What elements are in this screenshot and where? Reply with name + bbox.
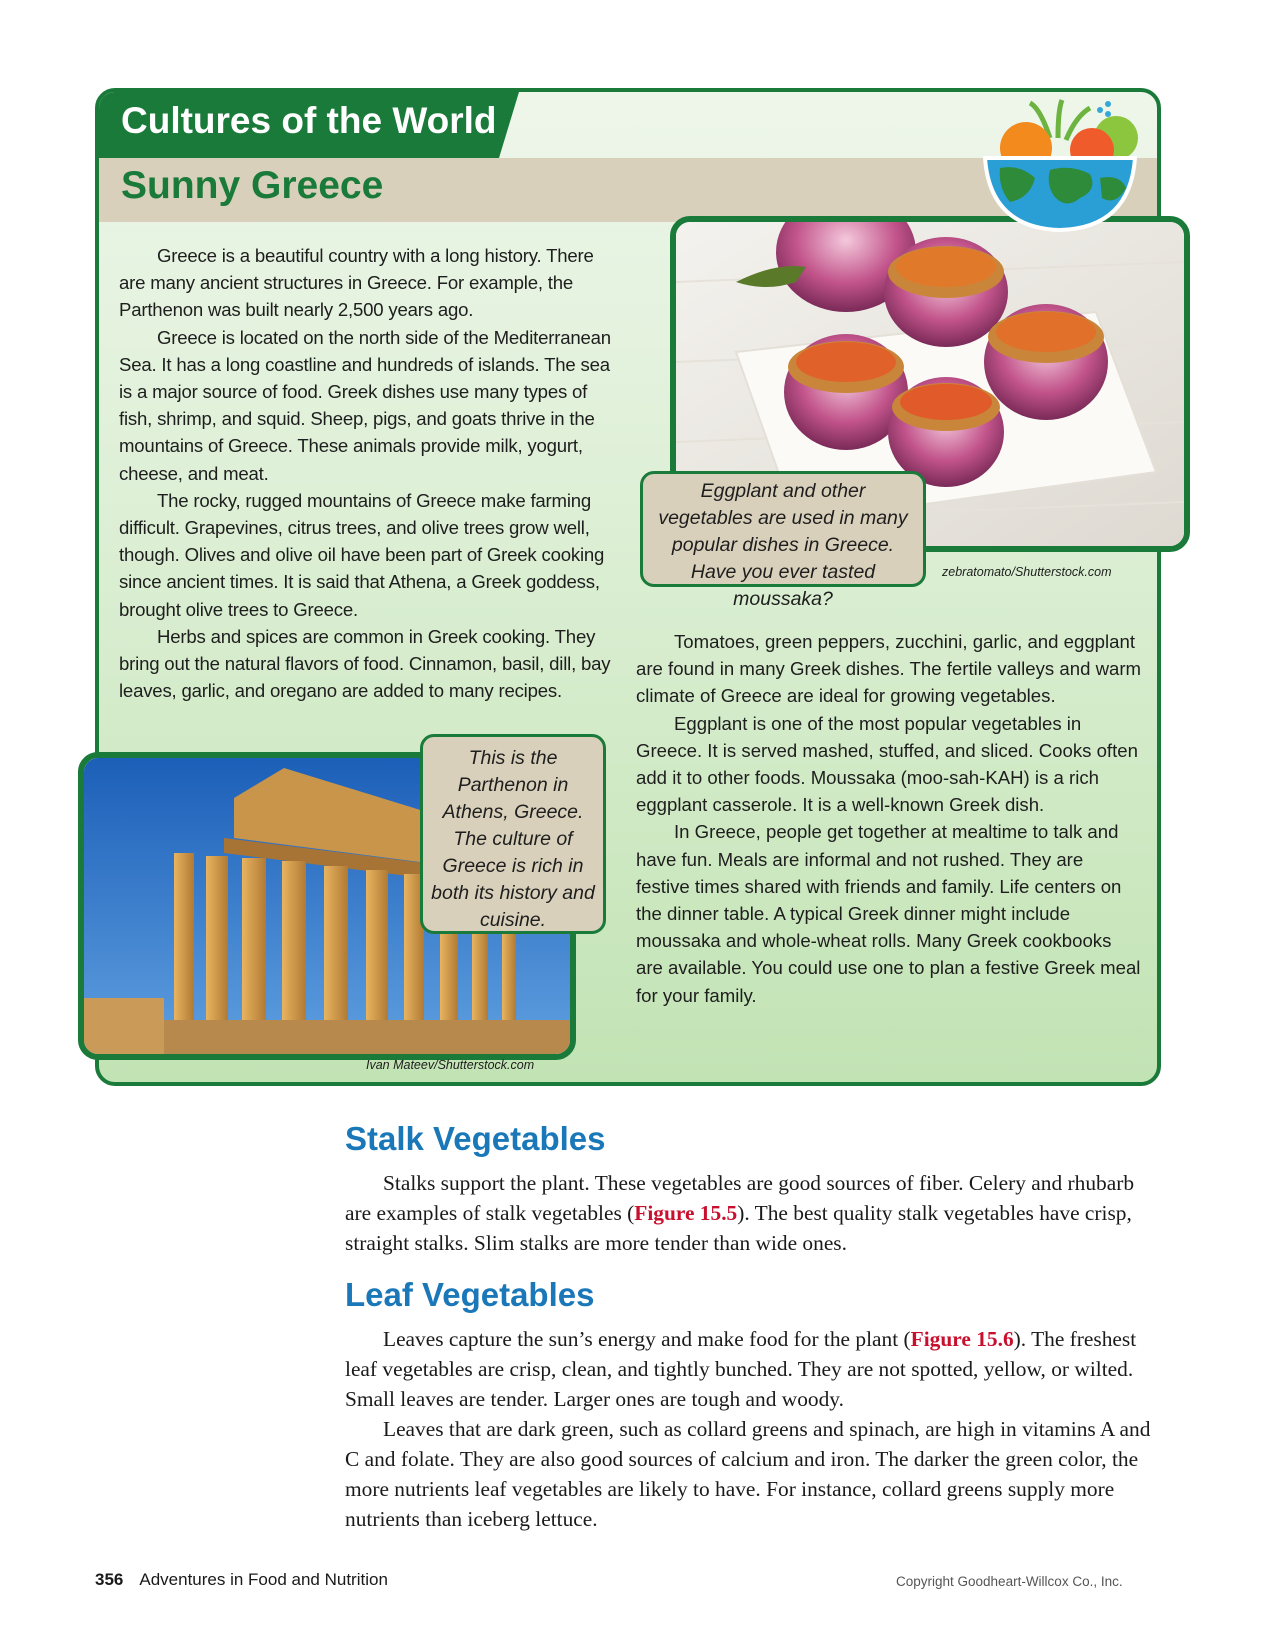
paragraph: Greece is a beautiful country with a long history. There are many ancient structures in Greece. For example, the Parthenon was built nearly 2,500 years ago. (119, 245, 594, 321)
feature-left-column (119, 242, 619, 704)
stalk-vegetables-text (345, 1168, 1155, 1258)
page-number: 356 (95, 1570, 124, 1589)
figure-link[interactable]: Figure 15.5 (634, 1201, 738, 1225)
eggplant-photo-credit: zebratomato/Shutterstock.com (942, 565, 1112, 579)
paragraph: Stalks support the plant. These vegetables are good sources of fiber. Celery and rhubarb are examples of stalk vegetables (Figure 15.5). The best quality stalk vegetables have crisp, straight stalks. Slim stalks are more tender than wide ones. (345, 1171, 1135, 1255)
feature-title: Sunny Greece (121, 164, 384, 207)
paragraph: Greece is located on the north side of the Mediterranean Sea. It has a long coastline and hundreds of islands. The sea is a major source of food. Greek dishes use many types of fish, shrimp, and squid. Sheep, pigs, and goats thrive in the mountains of Greece. These animals provide milk, yogurt, cheese, and meat. (119, 326, 611, 484)
paragraph: Leaves that are dark green, such as collard greens and spinach, are high in vitamins A and C and folate. They are also good sources of calcium and iron. The darker the green color, the more nutrients leaf vegetables are likely to have. For instance, collard greens supply more nutrients than iceberg lettuce. (345, 1417, 1151, 1531)
globe-bowl-icon (980, 98, 1140, 233)
stalk-vegetables-heading: Stalk Vegetables (345, 1120, 606, 1157)
page-footer (95, 1570, 388, 1590)
feature-label: Cultures of the World (121, 100, 497, 141)
feature-right-column (636, 628, 1142, 1009)
paragraph: Herbs and spices are common in Greek cooking. They bring out the natural flavors of food. Cinnamon, basil, dill, bay leaves, garlic, and oregano are added to many recipes. (119, 625, 611, 702)
leaf-vegetables-text (345, 1324, 1155, 1534)
figure-link[interactable]: Figure 15.6 (910, 1327, 1014, 1351)
parthenon-caption: This is the Parthenon in Athens, Greece. The culture of Greece is rich in both its history and cuisine. (420, 734, 606, 934)
paragraph: The rocky, rugged mountains of Greece make farming difficult. Grapevines, citrus trees, and olive trees grow well, though. Olives and olive oil have been part of Greek cooking since ancient times. It is said that Athena, a Greek goddess, brought olive trees to Greece. (119, 489, 605, 620)
leaf-vegetables-heading: Leaf Vegetables (345, 1276, 595, 1313)
parthenon-photo-credit: Ivan Mateev/Shutterstock.com (366, 1058, 535, 1072)
paragraph: Leaves capture the sun’s energy and make food for the plant (Figure 15.6). The freshest leaf vegetables are crisp, clean, and tightly bunched. They are not spotted, yellow, or wilted. Small leaves are tender. Larger ones are tough and woody. (345, 1327, 1137, 1411)
copyright: Copyright Goodheart-Willcox Co., Inc. (896, 1574, 1123, 1589)
book-title: Adventures in Food and Nutrition (139, 1570, 388, 1589)
eggplant-caption: Eggplant and other vegetables are used in many popular dishes in Greece. Have you ever tasted moussaka? (640, 471, 926, 587)
paragraph: Tomatoes, green peppers, zucchini, garlic, and eggplant are found in many Greek dishes. The fertile valleys and warm climate of Greece are ideal for growing vegetables. (636, 631, 1142, 707)
paragraph: In Greece, people get together at mealtime to talk and have fun. Meals are informal and not rushed. They are festive times shared with friends and family. Life centers on the dinner table. A typical Greek dinner might include moussaka and whole-wheat rolls. Many Greek cookbooks are available. You could use one to plan a festive Greek meal for your family. (636, 821, 1141, 1006)
paragraph: Eggplant is one of the most popular vegetables in Greece. It is served mashed, stuffed, and sliced. Cooks often add it to other foods. Moussaka (moo-sah-KAH) is a rich eggplant casserole. It is a well-known Greek dish. (636, 712, 1138, 816)
